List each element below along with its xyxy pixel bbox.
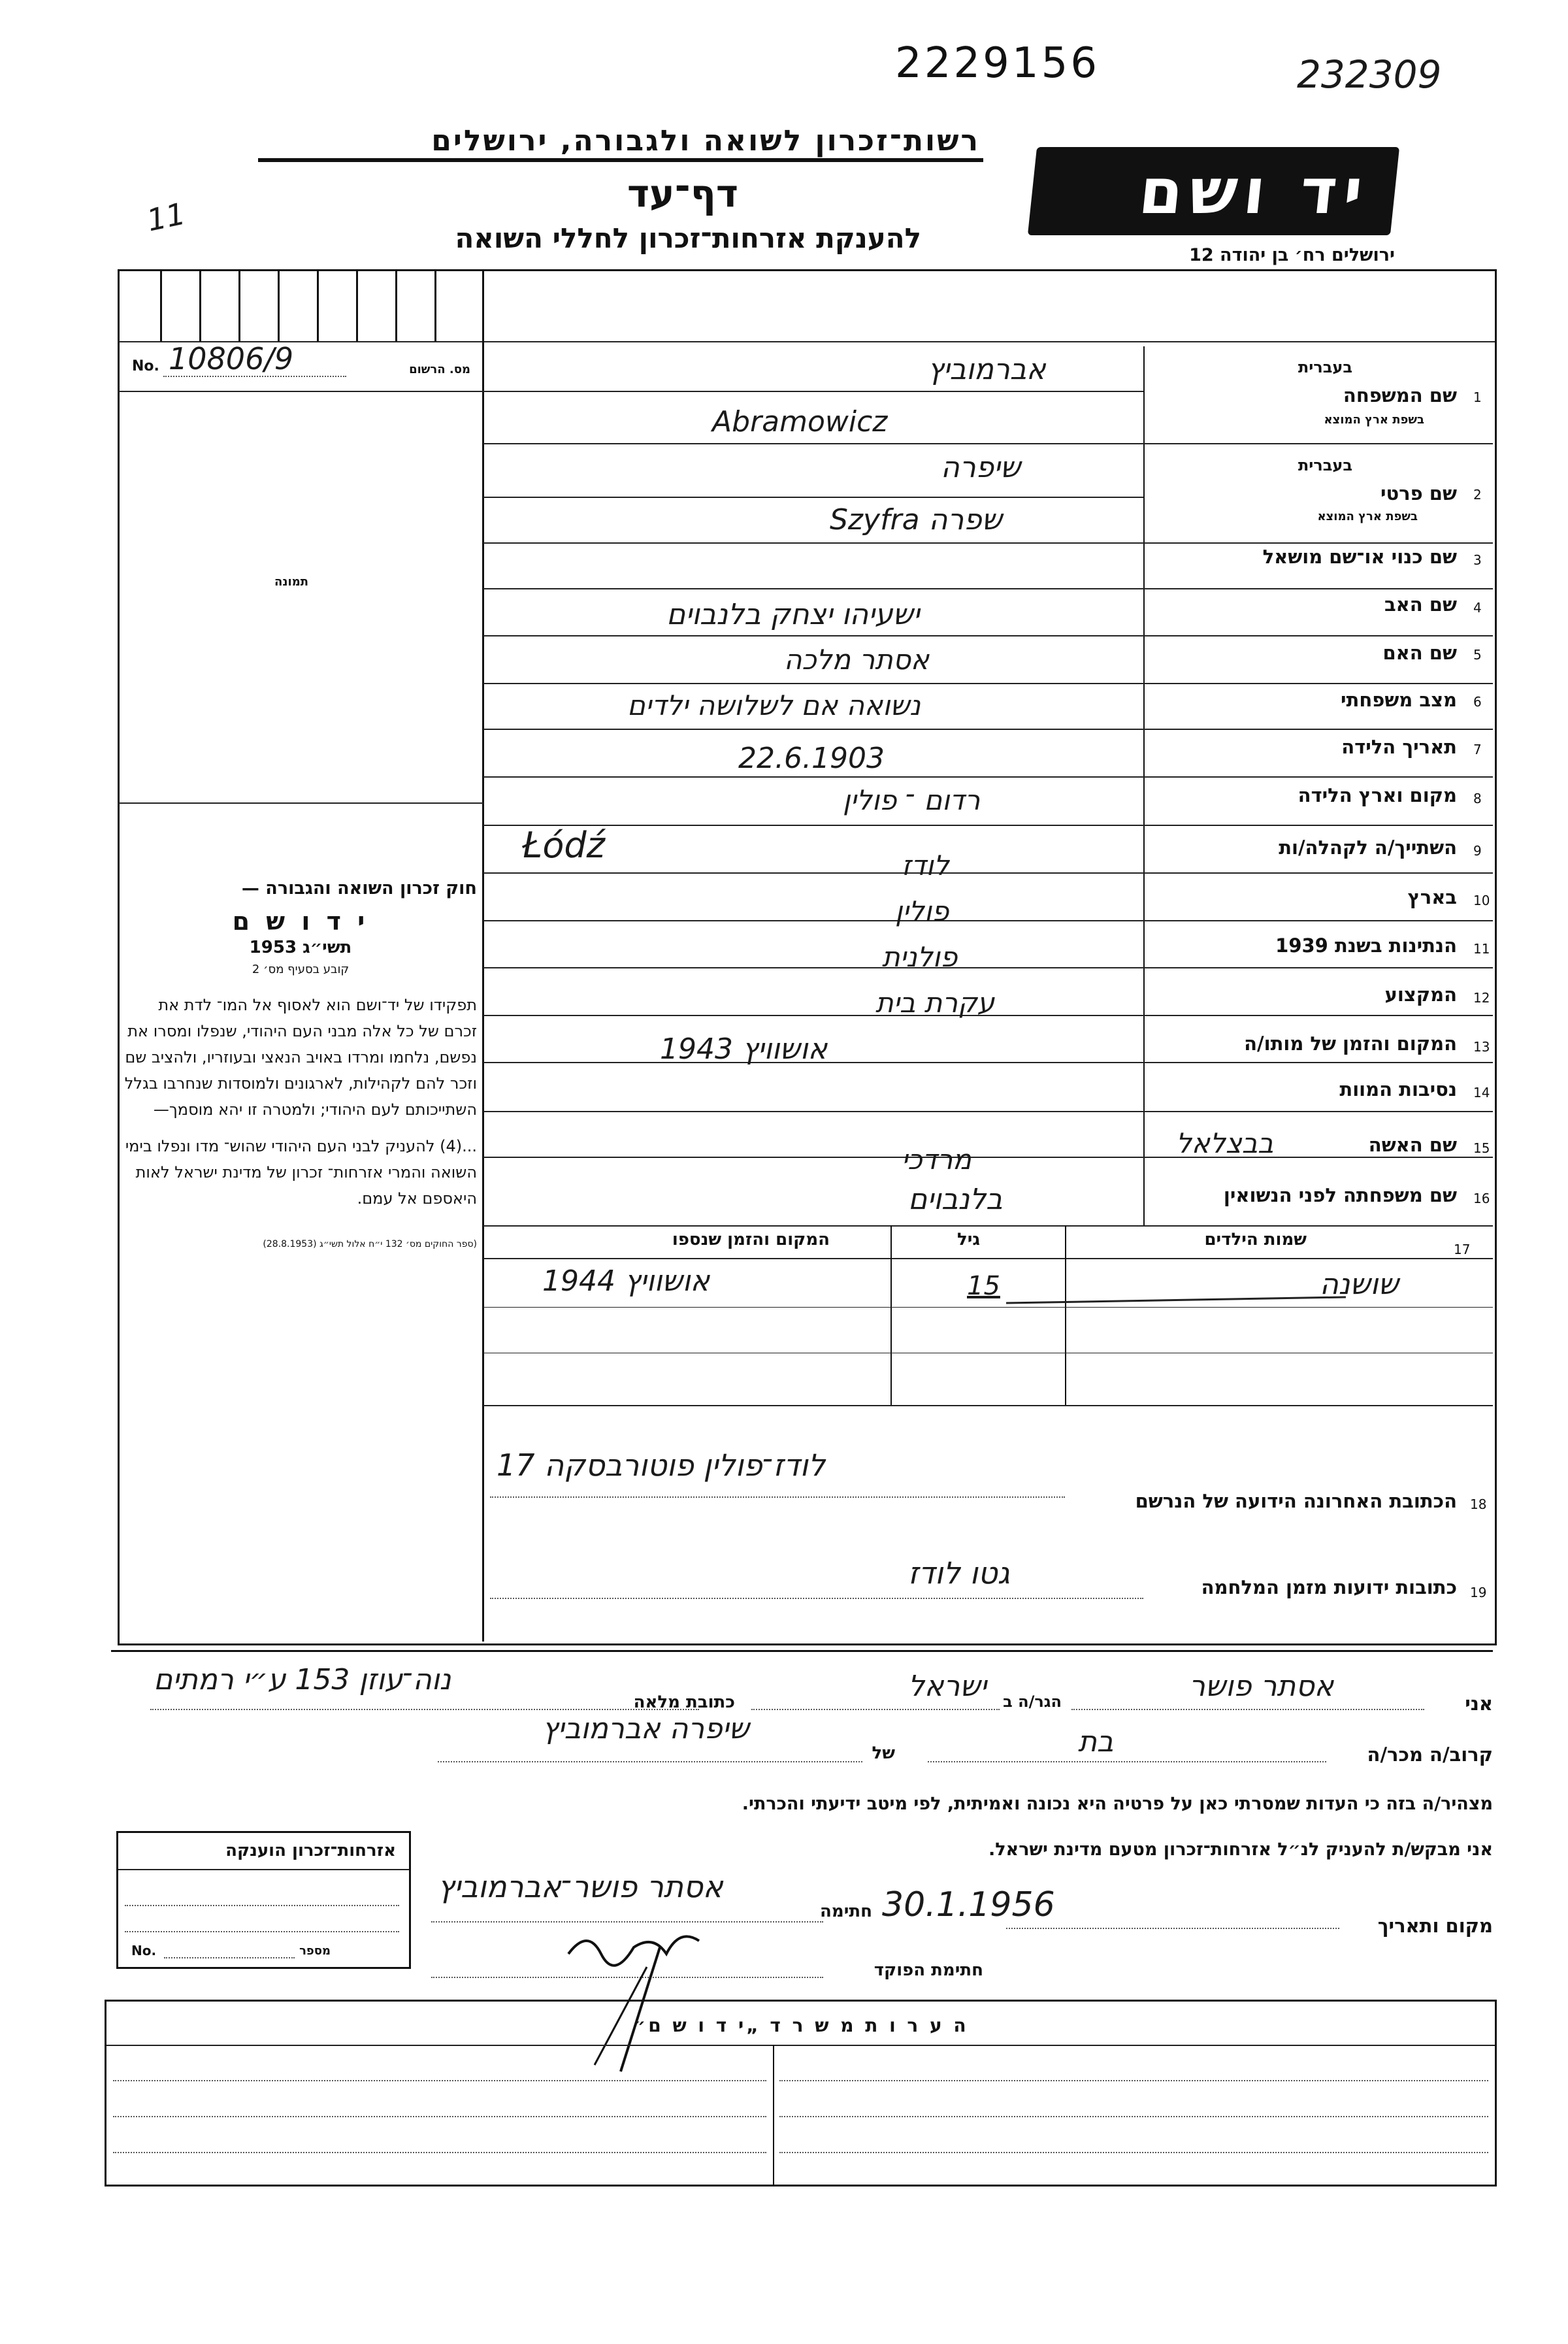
i-label: אני bbox=[1465, 1692, 1493, 1715]
of-value: שיפרה אברמוביץ bbox=[542, 1712, 749, 1745]
field-3-num: 3 bbox=[1473, 552, 1482, 568]
registration-no-label: No. bbox=[132, 358, 159, 374]
field-11-num: 11 bbox=[1473, 941, 1490, 957]
birth-place: רדום ־ פולין bbox=[843, 784, 981, 816]
field-10-label: בארץ bbox=[1407, 886, 1457, 908]
relation-value: בת bbox=[1078, 1725, 1114, 1758]
serial-number: 2229156 bbox=[895, 39, 1100, 88]
field-2-sub-bottom: בשפת ארץ המוצא bbox=[1317, 510, 1418, 523]
country: לודז bbox=[902, 850, 949, 882]
header-rule bbox=[258, 158, 983, 162]
birth-date: 22.6.1903 bbox=[738, 742, 885, 775]
children-col-age: גיל bbox=[956, 1230, 980, 1249]
family-name-hebrew: אברמוביץ bbox=[928, 353, 1046, 386]
field-13-num: 13 bbox=[1473, 1039, 1490, 1055]
form-title: דף־עד bbox=[627, 171, 738, 216]
field-2-num: 2 bbox=[1473, 487, 1482, 503]
field-14-label: נסיבות המוות bbox=[1339, 1078, 1457, 1100]
statement-1: מצהיר/ה בזה כי העדות שמסרתי כאן על פרטיה היא נכונה ואמיתית, לפי מיטב ידיעתי והכרתי. bbox=[742, 1794, 1493, 1814]
citizenship-title: אזרחות־זכרון הוענקה bbox=[225, 1841, 396, 1860]
field-4-num: 4 bbox=[1473, 600, 1482, 616]
field-11-label: הנתינות בשנת 1939 bbox=[1275, 934, 1457, 957]
declaration-rule bbox=[111, 1650, 1493, 1652]
citizenship-no-label: No. bbox=[131, 1943, 157, 1958]
label-column-divider bbox=[1143, 346, 1145, 1225]
father-name: ישעיהו יצחק בלנבוים bbox=[666, 598, 920, 631]
field-15-num: 15 bbox=[1473, 1140, 1490, 1156]
spouse-name: בבצלאל bbox=[1176, 1127, 1274, 1159]
given-name-hebrew: שיפרה bbox=[941, 451, 1021, 484]
field-3-label: שם כנוי או־שם מושאל bbox=[1262, 546, 1457, 568]
officer-label: חתימת הפוקד bbox=[874, 1960, 983, 1980]
declarant-signature: אסתר פושר־אברמוביץ bbox=[438, 1869, 723, 1904]
field-6-label: מצב משפחתי bbox=[1340, 689, 1457, 711]
office-notes-title: ה ע ר ו ת מ ש ר ד „י ד ו ש ם״ bbox=[632, 2015, 969, 2036]
field-15-label: שם האשה bbox=[1368, 1134, 1457, 1156]
marital-status: נשואה אם לשלושה ילדים bbox=[627, 689, 921, 721]
declaration-date: 30.1.1956 bbox=[882, 1885, 1055, 1924]
field-10-num: 10 bbox=[1473, 893, 1490, 908]
child-name: שושנה bbox=[1320, 1268, 1399, 1301]
child-death-place: אושוויץ 1944 bbox=[542, 1264, 710, 1298]
field-5-num: 5 bbox=[1473, 647, 1482, 663]
field-13-label: המקום והזמן של מותו/ה bbox=[1244, 1032, 1457, 1055]
field-4-label: שם האב bbox=[1384, 593, 1457, 616]
authority-name: רשות־זכרון לשואה ולגבורה, ירושלים bbox=[431, 124, 980, 157]
field-16-num: 16 bbox=[1473, 1191, 1490, 1206]
occupation-text: עקרת בית bbox=[875, 987, 995, 1019]
field-18-num: 18 bbox=[1470, 1496, 1487, 1512]
law-title: חוק זכרון השואה והגבורה — bbox=[241, 878, 477, 899]
statement-2: אני מבקש/ת להעניק לנ״ל אזרחות־זכרון מטעם מדינת ישראל. bbox=[988, 1840, 1493, 1860]
office-notes-box bbox=[105, 2000, 1497, 2187]
field-7-num: 7 bbox=[1473, 742, 1482, 757]
law-box bbox=[124, 876, 477, 1251]
community: Łódź bbox=[523, 825, 606, 866]
law-name: י ד ו ש ם bbox=[232, 907, 369, 936]
resides-label: הגר/ה ב bbox=[1003, 1692, 1062, 1711]
field-19-num: 19 bbox=[1470, 1585, 1487, 1600]
last-address-value: 17 לודז־פולין פוטורבסקה bbox=[497, 1447, 826, 1483]
field-16-label: שם משפחתה לפני הנשואין bbox=[1223, 1184, 1457, 1206]
form-subtitle: להענקת אזרחות־זכרון לחללי השואה bbox=[455, 222, 921, 254]
field-9-label: השתייך/ה לקהלה/ות bbox=[1279, 836, 1457, 859]
place-date-label: מקום ותאריך bbox=[1377, 1915, 1493, 1937]
law-footnote: (ספר החוקים מס׳ 132 י״ח אלול תשי״ג (28.8.1953) bbox=[263, 1239, 477, 1249]
logo-text: יד ושם bbox=[1135, 155, 1373, 228]
law-clause: קובע בסעיף מס׳ 2 bbox=[252, 963, 350, 976]
registration-number: 10806/9 bbox=[169, 341, 294, 376]
field-6-num: 6 bbox=[1473, 694, 1482, 710]
address: ירושלים רח׳ בן יהודה 12 bbox=[1189, 245, 1395, 265]
photo-label: תמונה bbox=[274, 575, 309, 589]
child-age: 15 bbox=[967, 1271, 1000, 1301]
profession: פולנית bbox=[882, 941, 958, 973]
field-7-label: תאריך הלידה bbox=[1341, 736, 1457, 758]
declarant-name: אסתר פושר bbox=[1189, 1670, 1334, 1703]
field-1-num: 1 bbox=[1473, 389, 1482, 405]
registration-he-label: מס. הרשום bbox=[409, 363, 470, 376]
law-text: תפקידו של יד־ושם הוא לאסוף אל המו־ לדת את זכרם של כל אלה מבני העם היהודי, שנפלו ומסרו את נפשם, נלחמו ומרדו באויב הנאצי ובעוזריו, ולהציב שם וזכר להם לקהילות, לארגונים ולמוסדות שנחרבו בגלל השתייכותם לעם היהודי; ולמטרה זו יהא מוסמך— bbox=[124, 996, 477, 1119]
given-name-latin: Szyfra שפרה bbox=[830, 503, 1002, 536]
death-place-time: אושוויץ 1943 bbox=[660, 1032, 828, 1066]
margin-mark: 11 bbox=[144, 195, 189, 239]
resides-value: ישראל bbox=[908, 1670, 987, 1703]
of-label: של bbox=[872, 1743, 895, 1763]
field-8-label: מקום וארץ הלידה bbox=[1298, 784, 1457, 806]
field-5-label: שם האם bbox=[1382, 642, 1457, 664]
field-2-label: שם פרטי bbox=[1380, 482, 1457, 504]
archive-number: 232309 bbox=[1297, 52, 1442, 97]
field-1-sub-bottom: בשפת ארץ המוצא bbox=[1324, 413, 1424, 427]
full-address-value: נוה־עוזן 153 ע״י רמתים bbox=[154, 1663, 451, 1696]
field-14-num: 14 bbox=[1473, 1085, 1490, 1100]
citizenship-box bbox=[116, 1831, 411, 1969]
mother-name: אסתר מלכה bbox=[784, 644, 930, 676]
signature-label: חתימה bbox=[820, 1902, 872, 1921]
left-column-divider bbox=[482, 341, 484, 1642]
children-col-place: המקום והזמן שנספו bbox=[672, 1230, 830, 1249]
field-9-num: 9 bbox=[1473, 843, 1482, 859]
field-18-label: הכתובת האחרונה הידועה של הנרשם bbox=[1135, 1490, 1457, 1512]
children-col-names: שמות הילדים bbox=[1204, 1230, 1307, 1249]
yad-vashem-logo bbox=[1028, 147, 1399, 235]
field-1-sub-top: בעברית bbox=[1298, 358, 1352, 376]
field-1-label: שם המשפחה bbox=[1343, 384, 1457, 406]
law-text-2: ...(4) להעניק לבני העם היהודי שהוש־ מדו ונפלו בימי השואה והמרי אזרחות־ זכרון של מדינת ישראל לאות היאספם אל עמם. bbox=[125, 1137, 477, 1208]
field-2-sub-top: בעברית bbox=[1298, 456, 1352, 474]
wartime-address-value: גטו לודז bbox=[908, 1555, 1010, 1591]
field-19-label: כתובות ידועות מזמן המלחמה bbox=[1201, 1576, 1457, 1598]
field-17-num: 17 bbox=[1454, 1242, 1471, 1257]
family-name-latin: Abramowicz bbox=[712, 405, 888, 438]
maiden-name: בלנבוים bbox=[908, 1183, 1003, 1216]
law-year: תשי״ג 1953 bbox=[249, 938, 352, 957]
citizenship-1939: פולין bbox=[895, 895, 949, 927]
field-12-num: 12 bbox=[1473, 990, 1490, 1006]
full-address-label: כתובת מלאה bbox=[633, 1692, 735, 1712]
citizenship-number-label: מספר bbox=[299, 1944, 331, 1958]
spouse-name-center: מרדכי bbox=[902, 1144, 972, 1176]
field-8-num: 8 bbox=[1473, 791, 1482, 806]
relation-label: קרוב/ה מכר/ה bbox=[1367, 1743, 1493, 1766]
field-12-label: המקצוע bbox=[1384, 983, 1457, 1006]
